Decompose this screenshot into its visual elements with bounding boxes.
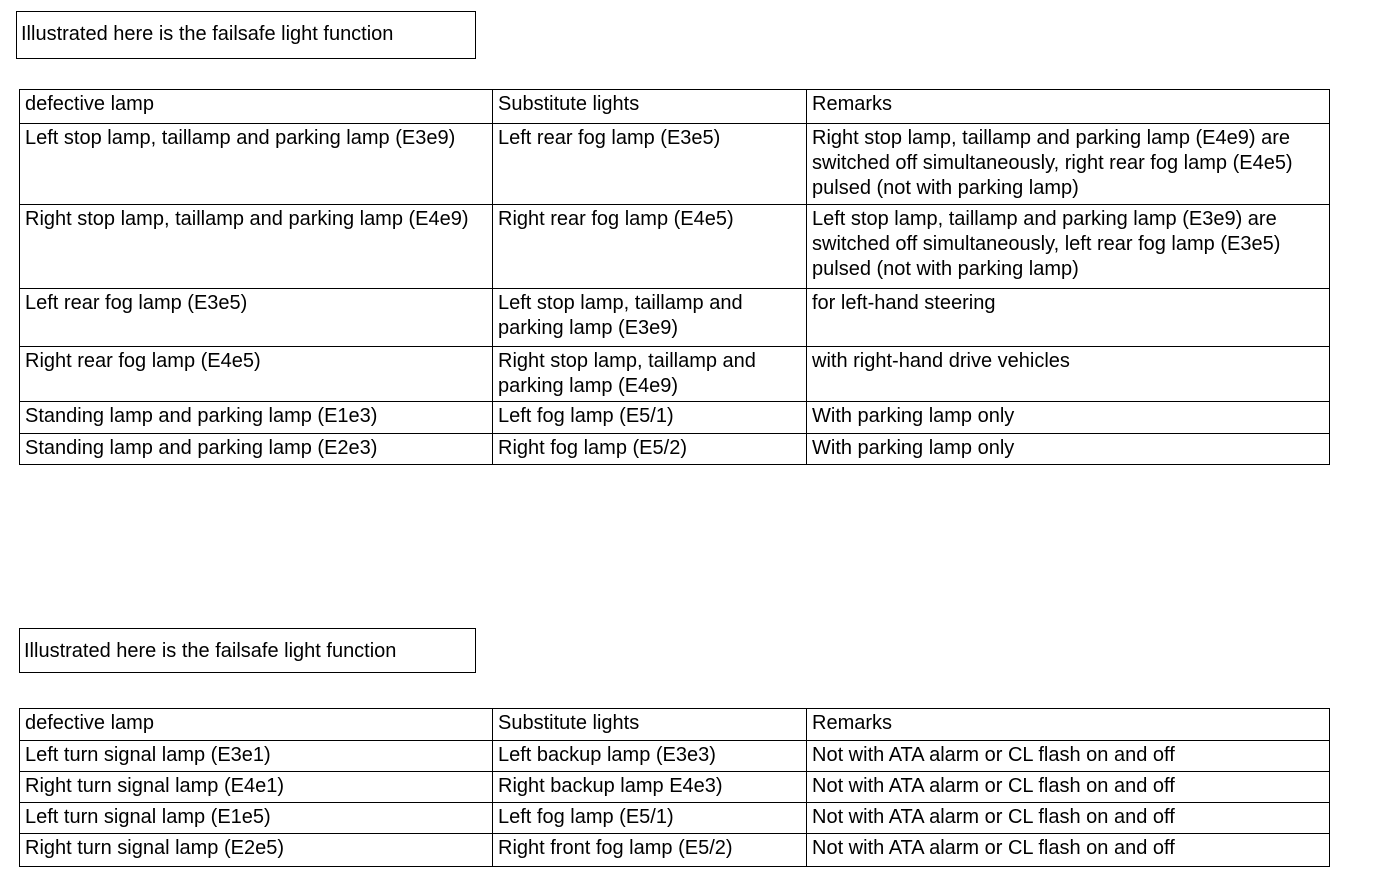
- table-row: [20, 834, 1330, 867]
- defective-lamp-cell: Right rear fog lamp (E4e5): [20, 347, 493, 402]
- remarks-cell: Not with ATA alarm or CL flash on and off: [807, 803, 1330, 834]
- table-row: [20, 803, 1330, 834]
- remarks-cell: Not with ATA alarm or CL flash on and off: [807, 834, 1330, 867]
- column-header-remarks: Remarks: [807, 709, 1330, 741]
- table-header-row: [20, 709, 1330, 741]
- substitute-light-cell: Left rear fog lamp (E3e5): [493, 124, 807, 205]
- substitute-light-cell: Right stop lamp, taillamp and parking lamp (E4e9): [493, 347, 807, 402]
- remarks-cell: Right stop lamp, taillamp and parking lamp (E4e9) are switched off simultaneously, right rear fog lamp (E4e5) pulsed (not with parking lamp): [807, 124, 1330, 205]
- defective-lamp-cell: Right turn signal lamp (E4e1): [20, 772, 493, 803]
- section-1-caption: Illustrated here is the failsafe light function: [16, 11, 476, 59]
- remarks-cell: With parking lamp only: [807, 434, 1330, 465]
- column-header-substitute-lights: Substitute lights: [493, 90, 807, 124]
- defective-lamp-cell: Standing lamp and parking lamp (E2e3): [20, 434, 493, 465]
- remarks-cell: With parking lamp only: [807, 402, 1330, 434]
- defective-lamp-cell: Standing lamp and parking lamp (E1e3): [20, 402, 493, 434]
- table-row: [20, 205, 1330, 289]
- column-header-substitute-lights: Substitute lights: [493, 709, 807, 741]
- failsafe-lamp-table-2: [19, 708, 1330, 867]
- failsafe-lamp-table-1: [19, 89, 1330, 465]
- substitute-light-cell: Left backup lamp (E3e3): [493, 741, 807, 772]
- table-row: [20, 289, 1330, 347]
- table-row: [20, 434, 1330, 465]
- substitute-light-cell: Right backup lamp E4e3): [493, 772, 807, 803]
- column-header-defective-lamp: defective lamp: [20, 709, 493, 741]
- table-header-row: [20, 90, 1330, 124]
- defective-lamp-cell: Left rear fog lamp (E3e5): [20, 289, 493, 347]
- table-row: [20, 347, 1330, 402]
- remarks-cell: Not with ATA alarm or CL flash on and off: [807, 772, 1330, 803]
- remarks-cell: Not with ATA alarm or CL flash on and off: [807, 741, 1330, 772]
- remarks-cell: Left stop lamp, taillamp and parking lamp (E3e9) are switched off simultaneously, left rear fog lamp (E3e5) pulsed (not with parking lamp): [807, 205, 1330, 289]
- substitute-light-cell: Right rear fog lamp (E4e5): [493, 205, 807, 289]
- substitute-light-cell: Left stop lamp, taillamp and parking lamp (E3e9): [493, 289, 807, 347]
- substitute-light-cell: Right front fog lamp (E5/2): [493, 834, 807, 867]
- column-header-defective-lamp: defective lamp: [20, 90, 493, 124]
- defective-lamp-cell: Right turn signal lamp (E2e5): [20, 834, 493, 867]
- remarks-cell: with right-hand drive vehicles: [807, 347, 1330, 402]
- table-row: [20, 772, 1330, 803]
- remarks-cell: for left-hand steering: [807, 289, 1330, 347]
- defective-lamp-cell: Left stop lamp, taillamp and parking lamp (E3e9): [20, 124, 493, 205]
- substitute-light-cell: Left fog lamp (E5/1): [493, 402, 807, 434]
- table-row: [20, 741, 1330, 772]
- table-row: [20, 124, 1330, 205]
- defective-lamp-cell: Right stop lamp, taillamp and parking lamp (E4e9): [20, 205, 493, 289]
- section-2-caption: Illustrated here is the failsafe light function: [19, 628, 476, 673]
- substitute-light-cell: Left fog lamp (E5/1): [493, 803, 807, 834]
- substitute-light-cell: Right fog lamp (E5/2): [493, 434, 807, 465]
- column-header-remarks: Remarks: [807, 90, 1330, 124]
- defective-lamp-cell: Left turn signal lamp (E3e1): [20, 741, 493, 772]
- table-row: [20, 402, 1330, 434]
- defective-lamp-cell: Left turn signal lamp (E1e5): [20, 803, 493, 834]
